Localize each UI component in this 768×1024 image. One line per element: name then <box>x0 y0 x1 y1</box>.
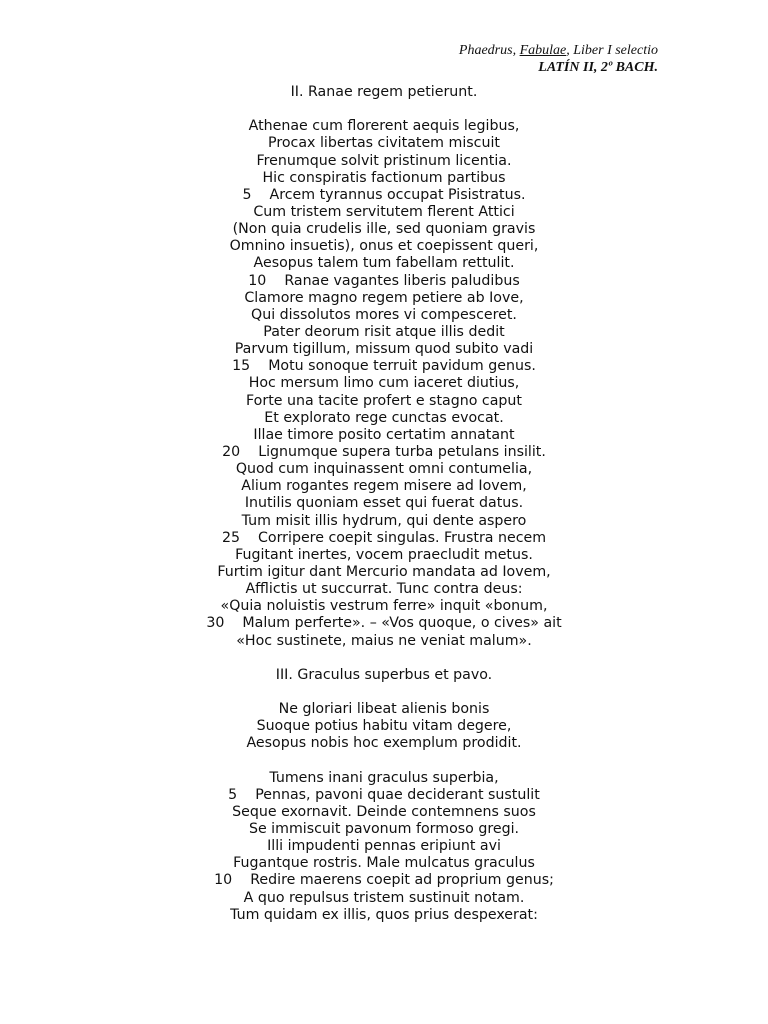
verse-text: Fugitant inertes, vocem praecludit metus. <box>235 546 533 563</box>
verse-line <box>0 393 768 410</box>
verse-text: Forte una tacite profert e stagno caput <box>246 392 522 409</box>
fable-2-verses <box>0 118 768 649</box>
verse-line <box>0 478 768 495</box>
verse-text: Arcem tyrannus occupat Pisistratus. <box>269 186 526 203</box>
verse-number: 30 <box>206 615 225 632</box>
verse-line <box>0 598 768 615</box>
verse-line <box>0 461 768 478</box>
blank-line <box>0 101 768 118</box>
verse-line <box>0 341 768 358</box>
verse-line <box>0 135 768 152</box>
verse-line <box>0 615 768 632</box>
verse-line <box>0 324 768 341</box>
header-selection: , Liber I selectio <box>566 43 658 58</box>
verse-number: 15 <box>232 358 251 375</box>
verse-line <box>0 307 768 324</box>
verse-text: Et explorato rege cunctas evocat. <box>264 409 504 426</box>
verse-text: «Hoc sustinete, maius ne veniat malum». <box>236 632 532 649</box>
verse-line <box>0 204 768 221</box>
document-body <box>0 84 768 924</box>
verse-text: Redire maerens coepit ad proprium genus; <box>250 872 554 889</box>
verse-line <box>0 273 768 290</box>
verse-text: Malum perferte». – «Vos quoque, o cives» ait <box>242 615 562 632</box>
verse-line <box>0 238 768 255</box>
header-separator: , <box>512 43 520 58</box>
verse-line <box>0 410 768 427</box>
verse-line <box>0 821 768 838</box>
fable-3-verses <box>0 770 768 924</box>
verse-line <box>0 427 768 444</box>
verse-line <box>0 375 768 392</box>
verse-text: Parvum tigillum, missum quod subito vadi <box>234 341 534 358</box>
verse-text: Motu sonoque terruit pavidum genus. <box>268 358 536 375</box>
page-header <box>459 42 658 76</box>
blank-line <box>0 650 768 667</box>
verse-text: Pater deorum risit atque illis dedit <box>263 323 505 340</box>
header-work-title: Fabulae <box>519 43 567 58</box>
verse-line <box>0 907 768 924</box>
verse-text: Illae timore posito certatim annatant <box>253 426 515 443</box>
verse-text: Clamore magno regem petiere ab Iove, <box>244 289 524 306</box>
verse-number: 20 <box>222 443 241 460</box>
verse-line <box>0 581 768 598</box>
verse-text: «Quia noluistis vestrum ferre» inquit «bonum, <box>220 598 548 615</box>
verse-number: 5 <box>228 786 238 803</box>
verse-line <box>0 221 768 238</box>
verse-text: Se immiscuit pavonum formoso gregi. <box>248 821 520 838</box>
verse-text: Ranae vagantes liberis paludibus <box>284 272 520 289</box>
verse-text: Illi impudenti pennas eripiunt avi <box>267 838 501 855</box>
verse-text: Quod cum inquinassent omni contumelia, <box>235 461 533 478</box>
verse-line <box>0 633 768 650</box>
verse-line <box>0 770 768 787</box>
verse-text: Frenumque solvit pristinum licentia. <box>256 152 512 169</box>
verse-text: Corripere coepit singulas. Frustra necem <box>258 529 547 546</box>
verse-text: Procax libertas civitatem miscuit <box>268 135 500 152</box>
fable-3-promythium <box>0 701 768 752</box>
verse-text: Qui dissolutos mores vi compesceret. <box>251 306 517 323</box>
header-author: Phaedrus <box>458 43 513 58</box>
verse-text: Cum tristem servitutem flerent Attici <box>253 203 515 220</box>
verse-number: 10 <box>248 272 267 289</box>
promythium-line: Suoque potius habitu vitam degere, <box>256 718 512 735</box>
verse-line <box>0 255 768 272</box>
verse-line <box>0 187 768 204</box>
fable-3-title: III. Graculus superbus et pavo. <box>275 666 493 683</box>
verse-text: Tum misit illis hydrum, qui dente aspero <box>241 512 527 529</box>
verse-line <box>0 787 768 804</box>
promythium-line: Aesopus nobis hoc exemplum prodidit. <box>246 735 522 752</box>
verse-line <box>0 513 768 530</box>
header-course: LATÍN II, 2º BACH. <box>538 60 658 75</box>
verse-text: Furtim igitur dant Mercurio mandata ad Iovem, <box>217 563 551 580</box>
blank-line <box>0 684 768 701</box>
promythium-line: Ne gloriari libeat alienis bonis <box>278 701 490 718</box>
verse-number: 10 <box>214 872 233 889</box>
verse-line <box>0 530 768 547</box>
verse-line <box>0 495 768 512</box>
verse-line <box>0 290 768 307</box>
verse-text: Inutilis quoniam esset qui fuerat datus. <box>244 495 524 512</box>
verse-text: Omnino insuetis), onus et coepissent queri, <box>229 238 539 255</box>
fable-2-title: II. Ranae regem petierunt. <box>290 84 478 100</box>
verse-line <box>0 547 768 564</box>
verse-text: Hic conspiratis factionum partibus <box>262 169 506 186</box>
verse-line <box>0 838 768 855</box>
verse-line <box>0 890 768 907</box>
verse-line <box>0 804 768 821</box>
verse-line <box>0 564 768 581</box>
verse-text: Pennas, pavoni quae deciderant sustulit <box>255 786 540 803</box>
verse-text: Lignumque supera turba petulans insilit. <box>258 443 546 460</box>
header-work-line <box>459 42 658 59</box>
verse-line <box>0 153 768 170</box>
verse-text: (Non quia crudelis ille, sed quoniam gravis <box>232 221 536 238</box>
verse-number: 25 <box>221 529 240 546</box>
verse-text: Hoc mersum limo cum iaceret diutius, <box>248 375 520 392</box>
verse-text: Tum quidam ex illis, quos prius despexerat: <box>230 906 538 923</box>
verse-text: Afflictis ut succurrat. Tunc contra deus: <box>245 581 523 598</box>
verse-text: Seque exornavit. Deinde contemnens suos <box>232 803 536 820</box>
verse-text: Aesopus talem tum fabellam rettulit. <box>253 255 515 272</box>
verse-line <box>0 855 768 872</box>
verse-text: Athenae cum florerent aequis legibus, <box>248 118 520 135</box>
verse-line <box>0 358 768 375</box>
verse-text: Alium rogantes regem misere ad Iovem, <box>241 478 527 495</box>
verse-line <box>0 872 768 889</box>
verse-line <box>0 118 768 135</box>
verse-line <box>0 444 768 461</box>
verse-number: 5 <box>242 186 252 203</box>
verse-text: Tumens inani graculus superbia, <box>269 769 499 786</box>
verse-text: A quo repulsus tristem sustinuit notam. <box>243 889 525 906</box>
blank-line <box>0 752 768 769</box>
verse-line <box>0 170 768 187</box>
verse-text: Fugantque rostris. Male mulcatus graculus <box>233 855 535 872</box>
